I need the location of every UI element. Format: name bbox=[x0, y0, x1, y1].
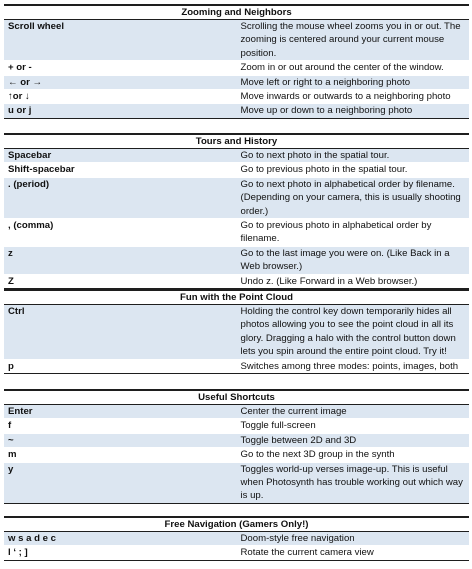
section-title: Zooming and Neighbors bbox=[4, 5, 469, 20]
section-free-navigation bbox=[4, 516, 469, 561]
shortcut-key: , (comma) bbox=[4, 219, 237, 247]
shortcut-description: Go to the next 3D group in the synth bbox=[237, 448, 470, 462]
shortcut-key: p bbox=[4, 359, 237, 373]
shortcut-key: y bbox=[4, 462, 237, 503]
shortcut-key: f bbox=[4, 419, 237, 433]
shortcut-key: Spacebar bbox=[4, 149, 237, 163]
section-title: Fun with the Point Cloud bbox=[4, 290, 469, 305]
shortcut-key: w s a d e c bbox=[4, 532, 237, 546]
shortcut-description: Zoom in or out around the center of the window. bbox=[237, 61, 470, 75]
shortcut-description: Go to next photo in the spatial tour. bbox=[237, 149, 470, 163]
shortcut-description: Scrolling the mouse wheel zooms you in or out. The zooming is centered around your current mouse position. bbox=[237, 20, 470, 61]
section-title: Useful Shortcuts bbox=[4, 390, 469, 405]
section-point-cloud bbox=[4, 289, 469, 374]
shortcut-description: Move inwards or outwards to a neighboring photo bbox=[237, 90, 470, 104]
shortcut-description: Toggles world-up verses image-up. This is useful when Photosynth has trouble working out which way is up. bbox=[237, 462, 470, 503]
shortcut-description: Go to previous photo in the spatial tour. bbox=[237, 163, 470, 177]
shortcut-key: z bbox=[4, 246, 237, 274]
shortcut-description: Doom-style free navigation bbox=[237, 532, 470, 546]
shortcut-description: Go to the last image you were on. (Like Back in a Web browser.) bbox=[237, 246, 470, 274]
shortcut-key: Shift-spacebar bbox=[4, 163, 237, 177]
section-useful-shortcuts bbox=[4, 389, 469, 504]
section-tours-history bbox=[4, 133, 469, 289]
shortcut-key: Scroll wheel bbox=[4, 20, 237, 61]
shortcut-key: . (period) bbox=[4, 177, 237, 218]
shortcut-key: l ‘ ; ] bbox=[4, 546, 237, 560]
shortcut-key: + or - bbox=[4, 61, 237, 75]
shortcut-key: ← or → bbox=[4, 75, 237, 89]
shortcut-key: Ctrl bbox=[4, 305, 237, 360]
section-title: Free Navigation (Gamers Only!) bbox=[4, 517, 469, 532]
section-zooming-neighbors bbox=[4, 4, 469, 119]
shortcut-description: Center the current image bbox=[237, 405, 470, 419]
shortcut-key: m bbox=[4, 448, 237, 462]
shortcut-description: Go to next photo in alphabetical order by filename. (Depending on your camera, this is usually shooting order.) bbox=[237, 177, 470, 218]
shortcut-description: Toggle between 2D and 3D bbox=[237, 433, 470, 447]
section-title: Tours and History bbox=[4, 134, 469, 149]
shortcut-key: Enter bbox=[4, 405, 237, 419]
shortcut-key: Z bbox=[4, 274, 237, 288]
shortcut-description: Undo z. (Like Forward in a Web browser.) bbox=[237, 274, 470, 288]
shortcut-key: ↑or ↓ bbox=[4, 90, 237, 104]
shortcut-description: Holding the control key down temporarily hides all photos allowing you to see the point cloud in all its glory. Dragging a halo with the control button down lets you spin around the entire point cloud. Try it! bbox=[237, 305, 470, 360]
shortcut-description: Move left or right to a neighboring photo bbox=[237, 75, 470, 89]
shortcut-description: Switches among three modes: points, images, both bbox=[237, 359, 470, 373]
shortcut-key: ~ bbox=[4, 433, 237, 447]
shortcut-key: u or j bbox=[4, 104, 237, 118]
shortcut-description: Rotate the current camera view bbox=[237, 546, 470, 560]
shortcut-description: Toggle full-screen bbox=[237, 419, 470, 433]
shortcut-description: Move up or down to a neighboring photo bbox=[237, 104, 470, 118]
shortcut-description: Go to previous photo in alphabetical order by filename. bbox=[237, 219, 470, 247]
